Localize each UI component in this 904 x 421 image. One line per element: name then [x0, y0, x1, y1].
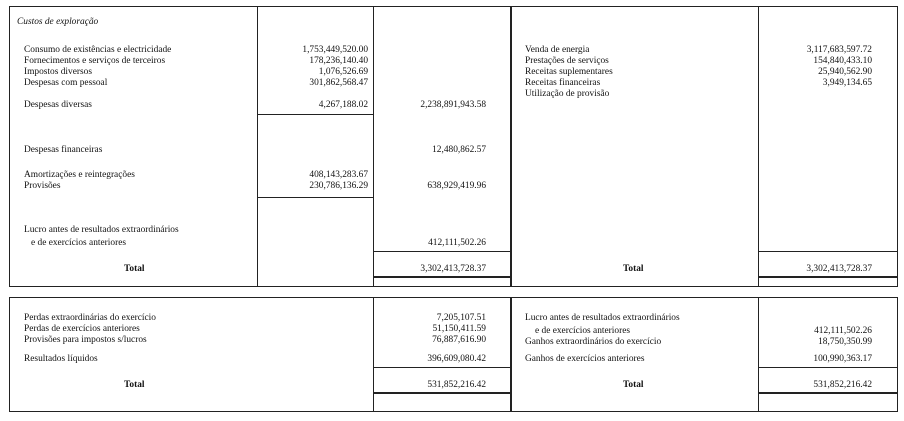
revenue-value: 154,840,433.10 [813, 56, 872, 66]
cost-value: 4,267,188.02 [318, 100, 368, 110]
right-lucro-label-line2: e de exercícios anteriores [535, 326, 630, 336]
revenue-label: Receitas financeiras [525, 78, 601, 88]
costs-subtotal: 2,238,891,943.58 [420, 100, 486, 110]
gain-value: 18,750,350.99 [818, 337, 872, 347]
revenue-label: Receitas suplementares [525, 67, 613, 77]
cost-label: Consumo de existências e electricidade [24, 45, 172, 55]
section-title: Custos de exploração [17, 17, 99, 27]
gain-label: Ganhos de exercícios anteriores [525, 354, 645, 364]
revenue-label: Venda de energia [525, 45, 590, 55]
revenue-label: Utilização de provisão [525, 89, 610, 99]
cost-label: Fornecimentos e serviços de terceiros [24, 56, 166, 66]
prov-label: Provisões [24, 181, 61, 191]
cost-value: 178,236,140.40 [309, 56, 368, 66]
lucro-value: 412,111,502.26 [428, 238, 486, 248]
loss-label: Provisões para impostos s/lucros [24, 335, 147, 345]
loss-value: 396,609,080.42 [427, 354, 486, 364]
amort-value: 408,143,283.67 [309, 170, 368, 180]
cost-label: Impostos diversos [24, 67, 92, 77]
revenue-value: 25,940,562.90 [818, 67, 872, 77]
financial-label: Despesas financeiras [24, 145, 103, 155]
loss-value: 76,887,616.90 [432, 335, 486, 345]
gain-value: 100,990,363.17 [813, 354, 872, 364]
lucro-label-line1: Lucro antes de resultados extraordinários [24, 225, 179, 235]
bottom-total-label-left: Total [124, 380, 145, 390]
revenue-value: 3,117,683,597.72 [806, 45, 872, 55]
total-label-left: Total [124, 264, 145, 274]
lucro-label-line2: e de exercícios anteriores [31, 238, 126, 248]
total-label-right: Total [623, 264, 644, 274]
amort-prov-subtotal: 638,929,419.96 [427, 181, 486, 191]
gain-label: Ganhos extraordinários do exercício [525, 337, 662, 347]
total-value-right: 3,302,413,728.37 [806, 264, 872, 274]
loss-label: Perdas extraordinárias do exercício [24, 313, 156, 323]
cost-value: 301,862,568.47 [309, 78, 368, 88]
right-lucro-label-line1: Lucro antes de resultados extraordinários [525, 313, 680, 323]
financial-value: 12,480,862.57 [432, 145, 486, 155]
total-value-left: 3,302,413,728.37 [420, 264, 486, 274]
loss-label: Perdas de exercícios anteriores [24, 324, 140, 334]
cost-value: 1,076,526.69 [318, 67, 368, 77]
cost-value: 1,753,449,520.00 [302, 45, 368, 55]
bottom-total-value-left: 531,852,216.42 [427, 380, 486, 390]
loss-label: Resultados líquidos [24, 354, 98, 364]
gain-value: 412,111,502.26 [814, 326, 872, 336]
cost-label: Despesas com pessoal [24, 78, 108, 88]
prov-value: 230,786,136.29 [309, 181, 368, 191]
loss-value: 7,205,107.51 [436, 313, 486, 323]
amort-label: Amortizações e reintegrações [24, 170, 135, 180]
bottom-total-label-right: Total [623, 380, 644, 390]
revenue-label: Prestações de serviços [525, 56, 609, 66]
bottom-total-value-right: 531,852,216.42 [813, 380, 872, 390]
revenue-value: 3,949,134.65 [822, 78, 872, 88]
cost-label: Despesas diversas [24, 100, 92, 110]
loss-value: 51,150,411.59 [432, 324, 486, 334]
